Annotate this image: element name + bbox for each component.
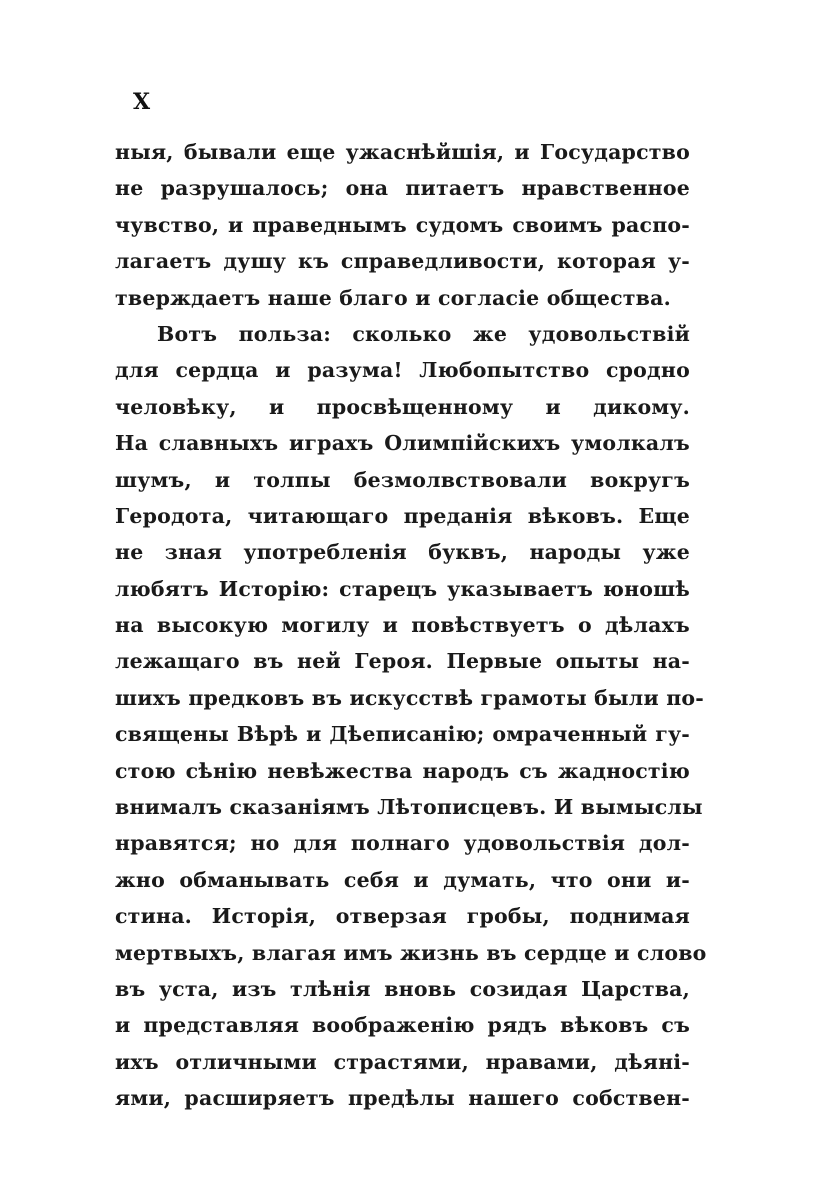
text-line: для сердца и разума! Любопытство сродно: [115, 358, 690, 383]
text-line: не зная употребленія буквъ, народы уже: [115, 540, 690, 565]
text-line: шихъ предковъ въ искусствѣ грамоты были по-: [115, 685, 704, 710]
text-line: ныя, бывали еще ужаснѣйшія, и Государство: [115, 140, 690, 164]
text-line: лежащаго въ ней Героя. Первые опыты на-: [115, 649, 690, 674]
text-line: стина. Исторія, отверзая гробы, поднимая: [115, 904, 690, 929]
text-line: чувство, и праведнымъ судомъ своимъ распо-: [115, 212, 690, 237]
text-line: священы Вѣрѣ и Дѣеписанію; омраченный гу-: [115, 722, 690, 747]
text-line: ихъ отличными страстями, нравами, дѣяні-: [115, 1049, 690, 1074]
text-line: на высокую могилу и повѣствуетъ о дѣлахъ: [115, 613, 690, 638]
text-line: лагаетъ душу къ справедливости, которая у-: [115, 249, 690, 274]
text-line: и представляя воображенію рядъ вѣковъ съ: [115, 1013, 690, 1038]
body-text: [115, 134, 707, 1117]
text-line: тверждаетъ наше благо и согласіе общества.: [115, 285, 671, 310]
text-line: жно обманывать себя и думать, что они и-: [115, 867, 690, 892]
text-line: мертвыхъ, влагая имъ жизнь въ сердце и слово: [115, 940, 707, 965]
paragraph-first-line: Вотъ польза: сколько же удовольствій: [157, 321, 690, 346]
text-line: стою сѣнію невѣжества народъ съ жадностію: [115, 758, 690, 783]
text-line: шумъ, и толпы безмолвствовали вокругъ: [115, 467, 690, 492]
text-line: въ уста, изъ тлѣнія вновь созидая Царства,: [115, 976, 690, 1001]
text-line: На славныхъ играхъ Олимпійскихъ умолкалъ: [115, 431, 690, 456]
text-line: любятъ Исторію: старецъ указываетъ юношѣ: [115, 576, 690, 601]
text-line: нравятся; но для полнаго удовольствія дол-: [115, 831, 690, 856]
text-line: ями, расширяетъ предѣлы нашего собствен-: [115, 1086, 690, 1111]
text-line: Геродота, читающаго преданія вѣковъ. Еще: [115, 503, 690, 528]
page-number: X: [133, 89, 151, 115]
text-line: внималъ сказаніямъ Лѣтописцевъ. И вымыслы: [115, 795, 703, 820]
text-line: не разрушалось; она питаетъ нравственное: [115, 176, 690, 201]
text-line: человѣку, и просвѣщенному и дикому.: [115, 394, 690, 419]
